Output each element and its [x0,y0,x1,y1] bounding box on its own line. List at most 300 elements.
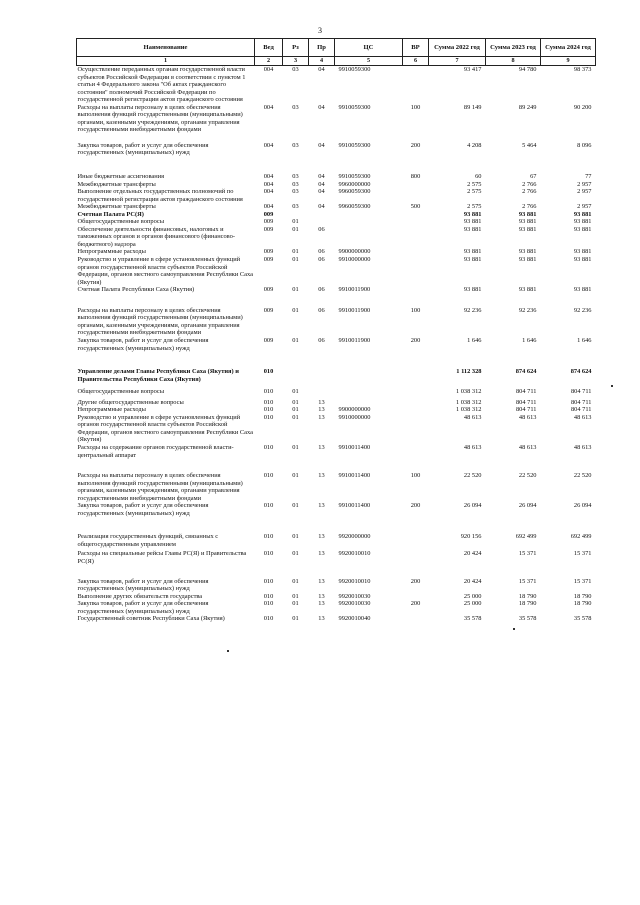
row-pr: 04 [318,66,325,73]
col-header-ved: Вед [255,39,283,57]
row-vr [403,368,429,388]
row-sum-2022: 2 575 [467,180,482,188]
row-pr: 13 [318,398,325,406]
row-sum-2024: 15 371 [573,550,592,558]
row-cs [335,399,403,407]
row-ved: 010 [263,398,274,406]
row-name: Закупка товаров, работ и услуг для обеспечения государственных (муниципальных) нужд [77,600,209,615]
column-number-row [77,57,596,66]
row-pr: 04 [318,141,325,149]
row-ved: 010 [263,550,274,558]
row-sum-2024: 8 096 [577,141,592,149]
row-name: Другие общегосударственные вопросы [77,398,184,406]
row-pr [309,218,335,226]
row-rz: 03 [292,203,299,211]
row-name: Закупка товаров, работ и услуг для обеспечения государственных (муниципальных) нужд [77,141,209,157]
row-cs: 9900000000 [338,248,371,256]
table-row [77,286,596,307]
row-sum-2023: 15 371 [518,550,537,558]
row-cs: 9910011400 [338,502,371,510]
row-vr [403,615,429,623]
table-row [77,593,596,601]
row-sum-2023: 1 646 [522,336,537,344]
row-sum-2022: 1 038 312 [455,398,482,406]
row-sum-2022: 22 520 [463,472,482,480]
row-sum-2022: 93 881 [463,225,482,233]
row-vr: 200 [410,502,421,510]
row-sum-2023: 89 249 [518,103,537,111]
row-pr: 13 [318,472,325,480]
row-sum-2024: 26 094 [573,502,592,510]
row-pr: 04 [318,173,325,181]
row-rz: 01 [292,533,299,541]
row-rz: 01 [292,218,299,226]
table-row [77,181,596,189]
row-pr: 13 [318,443,325,451]
row-sum-2023: 92 236 [518,306,537,314]
row-name: Общегосударственные вопросы [77,218,165,226]
row-rz: 01 [292,413,299,421]
table-row [77,578,596,593]
row-sum-2022: 93 881 [463,286,482,294]
row-ved: 004 [263,188,274,196]
header-row [77,39,596,57]
row-sum-2024: 804 711 [570,388,592,396]
row-sum-2023: 874 624 [515,368,537,376]
row-name: Расходы на содержание органов государственной власти- центральный аппарат [77,443,234,459]
row-ved: 010 [263,406,274,414]
row-ved: 010 [263,472,274,480]
row-ved: 004 [263,66,274,73]
table-row [77,444,596,472]
row-pr: 06 [318,286,325,294]
col-header-name: Наименование [77,39,255,57]
scan-dot [611,385,613,387]
row-sum-2022: 48 613 [463,413,482,421]
table-row [77,211,596,219]
row-cs: 9910059300 [338,103,371,111]
row-ved: 004 [263,180,274,188]
row-sum-2023: 804 711 [515,388,537,396]
row-cs [335,226,403,249]
row-ved: 010 [263,615,274,623]
row-pr: 04 [318,180,325,188]
row-sum-2022: 2 575 [467,203,482,211]
row-cs [335,368,403,388]
row-name: Межбюджетные трансферты [77,203,156,211]
row-sum-2023: 18 790 [518,592,537,600]
row-cs: 9910011900 [338,286,371,294]
row-sum-2024: 1 646 [577,336,592,344]
row-cs [335,218,403,226]
row-cs: 9920010010 [338,550,371,558]
row-cs: 9920010010 [338,577,371,585]
row-sum-2024: 874 624 [570,368,592,376]
row-sum-2024: 18 790 [573,600,592,608]
row-pr: 13 [318,577,325,585]
row-ved: 009 [263,225,274,233]
row-cs: 9910059300 [338,66,371,73]
row-sum-2024: 22 520 [573,472,592,480]
row-pr [309,388,335,399]
row-cs [335,388,403,399]
row-sum-2023: 804 711 [515,398,537,406]
row-ved: 004 [263,173,274,181]
row-sum-2022: 4 208 [467,141,482,149]
row-pr: 06 [318,225,325,233]
row-vr [403,414,429,444]
row-name: Непрограммные расходы [77,248,146,256]
row-pr: 13 [318,600,325,608]
row-sum-2023: 804 711 [515,406,537,414]
row-cs: 9910000000 [338,413,371,421]
row-name: Счетная Палата Республики Саха (Якутия) [77,286,195,294]
row-name: Счетная Палата РС(Я) [77,210,144,218]
row-rz: 01 [292,443,299,451]
row-sum-2022: 26 094 [463,502,482,510]
row-vr: 800 [410,173,421,181]
row-sum-2023: 93 881 [518,218,537,226]
row-sum-2024: 98 373 [573,66,592,73]
row-cs: 9910011900 [338,306,371,314]
row-sum-2023: 15 371 [518,577,537,585]
row-rz: 01 [292,256,299,264]
row-cs: 9960059300 [338,203,371,211]
row-sum-2022: 93 417 [463,66,482,73]
row-sum-2022: 93 881 [463,218,482,226]
row-name: Выполнение других обязательств государства [77,592,203,600]
row-ved: 009 [263,286,274,294]
row-ved: 010 [263,577,274,585]
row-sum-2024: 2 957 [577,203,592,211]
row-sum-2024: 2 957 [577,188,592,196]
row-sum-2024: 2 957 [577,180,592,188]
row-pr: 04 [318,203,325,211]
row-sum-2023: 93 881 [518,210,537,218]
row-pr [309,211,335,219]
row-rz: 01 [292,286,299,294]
row-sum-2023: 692 499 [515,533,537,541]
row-ved: 010 [263,368,274,376]
row-sum-2022: 2 575 [467,188,482,196]
row-cs: 9910011400 [338,472,371,480]
table-row [77,248,596,256]
row-pr: 13 [318,550,325,558]
row-name: Закупка товаров, работ и услуг для обеспечения государственных (муниципальных) нужд [77,336,209,352]
row-sum-2024: 93 881 [573,286,592,294]
row-sum-2022: 25 000 [463,592,482,600]
row-cs: 9910000000 [338,256,371,264]
row-sum-2024: 92 236 [573,306,592,314]
page-number: 3 [318,26,322,35]
row-sum-2022: 48 613 [463,443,482,451]
table-row [77,414,596,444]
row-ved: 009 [263,218,274,226]
table-body [77,66,596,623]
table-row [77,256,596,286]
row-vr [403,399,429,407]
table-row [77,502,596,533]
row-sum-2024: 93 881 [573,256,592,264]
row-cs: 9910011900 [338,336,371,344]
row-sum-2022: 1 646 [467,336,482,344]
row-sum-2022: 25 000 [463,600,482,608]
row-cs: 9910059300 [338,141,371,149]
table-row [77,533,596,550]
row-vr [403,256,429,286]
table-row [77,615,596,623]
row-vr [403,444,429,472]
col-header-vr: ВР [403,39,429,57]
row-name: Расходы на выплаты персоналу в целях обеспечения выполнения функций государственными (муниципальными) органами, казенными учреждениями, органами управления государственными внебюджетными фондами [77,472,243,502]
row-rz: 01 [292,502,299,510]
row-rz: 01 [292,225,299,233]
table-row [77,406,596,414]
row-sum-2024: 48 613 [573,443,592,451]
row-vr: 200 [410,600,421,608]
row-ved: 010 [263,388,274,396]
row-pr: 13 [318,502,325,510]
row-vr: 500 [410,203,421,211]
row-sum-2023: 22 520 [518,472,537,480]
row-rz: 01 [292,592,299,600]
row-cs: 9960059300 [338,188,371,196]
col-number: 8 [486,57,541,66]
row-sum-2023: 93 881 [518,256,537,264]
row-vr [403,550,429,577]
row-vr: 200 [410,577,421,585]
col-header-sum-2022: Сумма 2022 год [429,39,486,57]
row-sum-2024: 804 711 [570,406,592,414]
row-sum-2023: 2 766 [522,188,537,196]
table-row [77,399,596,407]
row-pr: 13 [318,413,325,421]
row-sum-2024: 93 881 [573,225,592,233]
row-ved: 009 [263,210,274,218]
row-vr: 100 [410,306,421,314]
row-name: Государственный советник Республики Саха (Якутия) [77,615,225,623]
row-sum-2023: 5 464 [522,141,537,149]
row-vr [403,593,429,601]
row-name: Расходы на специальные рейсы Главы РС(Я) и Правительства РС(Я) [77,550,247,565]
row-vr [403,388,429,399]
row-vr [403,181,429,189]
row-vr: 100 [410,472,421,480]
row-sum-2022: 93 881 [463,248,482,256]
table-row [77,600,596,615]
col-number: 2 [255,57,283,66]
row-cs [335,211,403,219]
row-rz: 01 [292,615,299,623]
row-sum-2022: 1 038 312 [455,388,482,396]
table-row [77,368,596,388]
row-cs: 9960000000 [338,180,371,188]
scan-dot [227,650,229,652]
row-vr [403,188,429,203]
row-ved: 004 [263,141,274,149]
row-vr [403,533,429,550]
table-row [77,472,596,502]
row-vr [403,226,429,249]
table-row [77,388,596,399]
table-row [77,104,596,142]
row-sum-2023: 48 613 [518,443,537,451]
row-sum-2022: 920 156 [460,533,482,541]
row-pr: 06 [318,306,325,314]
row-ved: 010 [263,413,274,421]
row-name: Руководство и управление в сфере установленных функций органов государственной власти субъектов Российской Федерации, органов местного самоуправления Республики Саха (Якутия) [77,413,253,444]
scan-dot [513,628,515,630]
row-rz: 01 [292,600,299,608]
row-sum-2023: 93 881 [518,225,537,233]
table-row [77,203,596,211]
col-header-cs: ЦС [335,39,403,57]
row-sum-2024: 93 881 [573,218,592,226]
row-sum-2022: 20 424 [463,577,482,585]
budget-table [76,38,596,623]
row-sum-2024: 90 200 [573,103,592,111]
row-sum-2022: 92 236 [463,306,482,314]
table-row [77,188,596,203]
col-number: 6 [403,57,429,66]
row-cs: 9910059300 [338,173,371,181]
row-cs: 9920000000 [338,533,371,541]
row-name: Непрограммные расходы [77,406,146,414]
row-rz [283,368,309,388]
row-name: Расходы на выплаты персоналу в целях обеспечения выполнения функций государственными (муниципальными) органами, казенными учреждениями, органами управления государственными внебюджетными фондами [77,103,243,134]
row-sum-2024: 804 711 [570,398,592,406]
table-row [77,307,596,337]
row-sum-2024: 93 881 [573,248,592,256]
row-sum-2024: 35 578 [573,615,592,623]
row-sum-2022: 1 038 312 [455,406,482,414]
row-sum-2023: 67 [530,173,537,181]
row-vr [403,406,429,414]
table-row [77,173,596,181]
row-rz: 01 [292,336,299,344]
col-number: 3 [283,57,309,66]
row-rz: 01 [292,577,299,585]
row-ved: 004 [263,203,274,211]
row-vr [403,211,429,219]
row-rz: 03 [292,141,299,149]
row-pr: 04 [318,188,325,196]
row-sum-2023: 26 094 [518,502,537,510]
row-rz: 03 [292,173,299,181]
row-cs: 9900000000 [338,406,371,414]
col-number: 1 [77,57,255,66]
row-sum-2024: 18 790 [573,592,592,600]
row-pr: 13 [318,533,325,541]
row-name: Руководство и управление в сфере установленных функций органов государственной власти субъектов Российской Федерации, органов местного самоуправления Республики Саха (Якутия) [77,256,253,286]
row-name: Межбюджетные трансферты [77,180,156,188]
row-sum-2024: 692 499 [570,533,592,541]
row-ved: 009 [263,306,274,314]
row-ved: 010 [263,533,274,541]
row-ved: 009 [263,256,274,264]
row-ved: 004 [263,103,274,111]
row-sum-2022: 93 881 [463,256,482,264]
col-number: 5 [335,57,403,66]
row-name: Управление делами Главы Республики Саха (Якутия) и Правительства Республики Саха (Якутия) [77,368,239,383]
table-row [77,66,596,104]
row-pr: 13 [318,615,325,623]
col-header-rz: Рз [283,39,309,57]
row-ved: 010 [263,592,274,600]
col-header-pr: Пр [309,39,335,57]
table-row [77,550,596,577]
row-ved: 010 [263,600,274,608]
row-rz: 01 [292,472,299,480]
row-sum-2023: 18 790 [518,600,537,608]
row-name: Закупка товаров, работ и услуг для обеспечения государственных (муниципальных) нужд [77,502,209,517]
row-sum-2023: 48 613 [518,413,537,421]
row-name: Закупка товаров, работ и услуг для обеспечения государственных (муниципальных) нужд [77,577,209,593]
row-pr: 06 [318,336,325,344]
row-rz: 03 [292,103,299,111]
row-rz: 01 [292,550,299,558]
row-cs: 9920010030 [338,600,371,608]
row-sum-2023: 2 766 [522,180,537,188]
row-name: Иные бюджетные ассигнования [77,173,165,181]
col-header-sum-2023: Сумма 2023 год [486,39,541,57]
row-cs: 9910011400 [338,443,371,451]
row-vr [403,66,429,104]
row-vr [403,286,429,307]
row-name: Выполнение отдельных государственных полномочий по государственной регистрации актов гражданского состояния [77,188,243,203]
row-rz: 03 [292,188,299,196]
row-sum-2022: 89 149 [463,103,482,111]
row-sum-2022: 60 [475,173,482,181]
row-sum-2022: 1 112 328 [456,368,482,376]
row-sum-2023: 93 881 [518,286,537,294]
row-rz: 01 [292,248,299,256]
row-rz: 01 [292,398,299,406]
row-cs: 9920010030 [338,592,371,600]
row-pr [309,368,335,388]
table-row [77,226,596,249]
row-pr: 13 [318,592,325,600]
row-sum-2023: 35 578 [518,615,537,623]
row-rz: 01 [292,388,299,396]
table-row [77,142,596,173]
row-rz: 03 [292,66,299,73]
row-sum-2024: 77 [585,173,592,181]
row-ved: 009 [263,336,274,344]
row-sum-2022: 93 881 [463,210,482,218]
row-sum-2024: 48 613 [573,413,592,421]
row-pr: 04 [318,103,325,111]
row-name: Общегосударственные вопросы [77,388,165,396]
row-ved: 009 [263,248,274,256]
row-sum-2023: 93 881 [518,248,537,256]
row-vr: 100 [410,103,421,111]
row-ved: 010 [263,502,274,510]
row-pr: 06 [318,248,325,256]
table-row [77,337,596,368]
table-row [77,218,596,226]
col-number: 7 [429,57,486,66]
row-vr: 200 [410,336,421,344]
row-ved: 010 [263,443,274,451]
row-rz: 01 [292,406,299,414]
col-number: 4 [309,57,335,66]
row-pr: 13 [318,406,325,414]
row-pr: 06 [318,256,325,264]
col-number: 9 [541,57,596,66]
row-rz [283,211,309,219]
col-header-sum-2024: Сумма 2024 год [541,39,596,57]
